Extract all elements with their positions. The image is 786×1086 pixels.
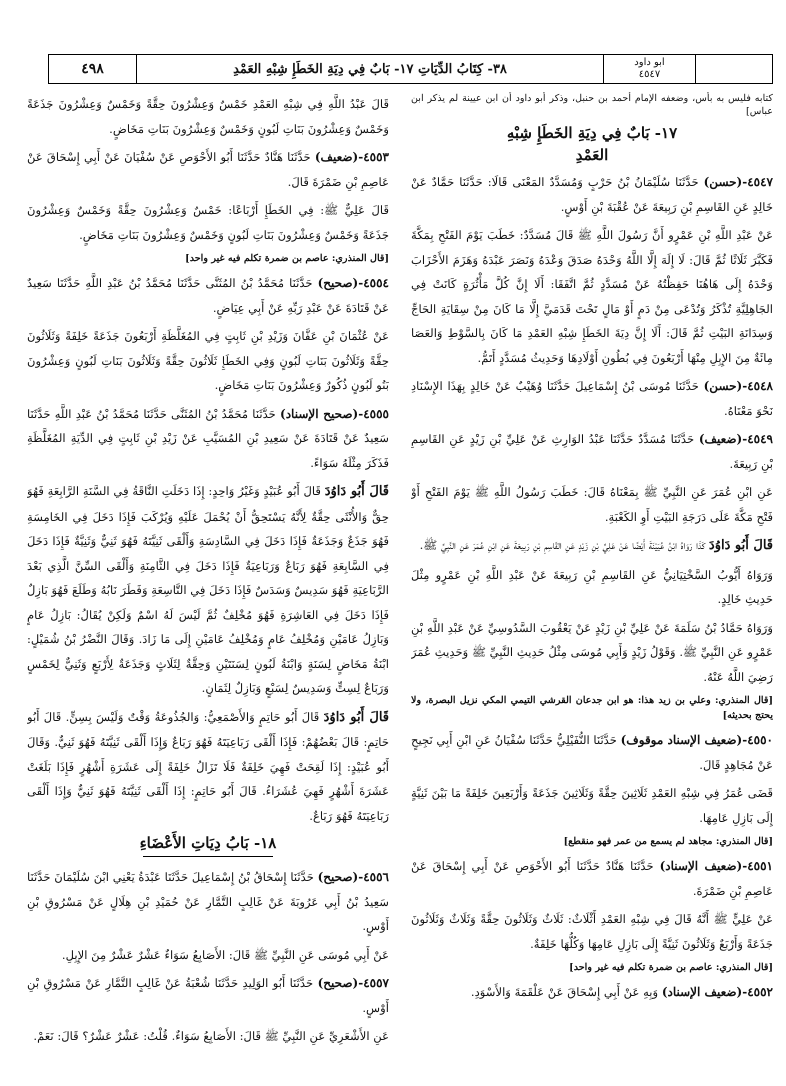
book-name: ابو داود (634, 57, 665, 68)
hadith-paragraph: قَالَ أَبُو دَاوُدَ قَالَ أَبُو عُبَيْدٍ وَغَيْرُ وَاحِدٍ: إِذَا دَخَلَتِ النَّاقَةُ فِي السَّنَةِ الرَّابِعَةِ فَهُوَ حِقٌّ وَالأُنْثَى حِقَّةٌ لِأَنَّهُ يَسْتَحِقُّ أَنْ يُحْمَلَ عَلَيْهِ وَيُرْكَبَ فَإِذَا دَخَلَ فِي الخَامِسَةِ فَهُوَ جَذَعٌ وَجَذَعَةٌ فَإِذَا دَخَلَ فِي السَّادِسَةِ وَأَلْقَى ثَنِيَّتَهُ فَهُوَ ثَنِيٌّ وَثَنِيَّةٌ فَإِذَا دَخَلَ فِي السَّابِعَةِ فَهُوَ رَبَاعٌ وَرَبَاعِيَةٌ فَإِذَا دَخَلَ فِي الثَّامِنَةِ وَأَلْقَى السِّنَّ الَّذِي بَعْدَ الرَّبَاعِيَةِ فَهُوَ سَدِيسٌ وَسَدَسٌ فَإِذَا دَخَلَ فِي التَّاسِعَةِ وَفَطَرَ نَابُهُ وَطَلَعَ فَهُوَ بَازِلٌ فَإِذَا دَخَلَ فِي العَاشِرَةِ فَهُوَ مُخْلِفٌ ثُمَّ لَيْسَ لَهُ اسْمٌ وَلَكِنْ يُقَالُ: بَازِلُ عَامٍ وَبَازِلُ عَامَيْنِ وَمُخْلِفُ عَامٍ وَمُخْلِفُ عَامَيْنِ إِلَى مَا زَادَ. وَقَالَ النَّضْرُ بْنُ شُمَيْلٍ: ابْنَةُ مَخَاضٍ لِسَنَةٍ وَابْنَةُ لَبُونٍ لِسَنَتَيْنِ وَحِقَّةٌ لِثَلَاثٍ وَجَذَعَةٌ لِأَرْبَعٍ وَثَنِيٌّ لِخَمْسٍ وَرَبَاعٌ لِسِتٍّ وَسَدِيسٌ لِسَبْعٍ وَبَازِلٌ لِثَمَانٍ. (27, 484, 389, 695)
hadith-paragraph: ٤٥٥٥-(صحيح الإسناد) حَدَّثَنَا مُحَمَّدُ بْنُ المُثَنَّى حَدَّثَنَا مُحَمَّدُ بْنُ عَبْدِ اللَّهِ حَدَّثَنَا سَعِيدٌ عَنْ قَتَادَةَ عَنْ سَعِيدِ بْنِ المُسَيَّبِ عَنْ زَيْدِ بْنِ ثَابِتٍ فِي الدِّيَةِ المُغَلَّظَةِ فَذَكَرَ مِثْلَهُ سَوَاءً. (27, 406, 389, 470)
commentary-note: [قال المنذري: وعلي بن زيد هذا: هو ابن جدعان القرشي التيمي المكي نزيل البصرة، ولا يحتج بحديثه] (411, 695, 773, 721)
book-marker (604, 55, 696, 83)
hadith-paragraph: عَنْ عُثْمَانَ بْنِ عَفَّانَ وَزَيْدِ بْنِ ثَابِتٍ فِي المُغَلَّظَةِ أَرْبَعُونَ جَذَعَةً خَلِفَةً وَثَلَاثُونَ حِقَّةً وَثَلَاثُونَ بَنَاتِ لَبُونٍ وَفِي الخَطَإِ ثَلَاثُونَ حِقَّةً وَثَلَاثُونَ بَنَاتِ لَبُونٍ وَعِشْرُونَ بَنُو لَبُونٍ ذُكُورٌ وَعِشْرُونَ بَنَاتِ مَخَاضٍ. (27, 329, 389, 392)
hadith-paragraph: ٤٥٥٠-(ضعيف الإسناد موقوف) حَدَّثَنَا النُّفَيْلِيُّ حَدَّثَنَا سُفْيَانُ عَنِ ابْنِ أَبِي نَجِيحٍ عَنْ مُجَاهِدٍ قَالَ. (411, 733, 773, 772)
hadith-paragraph: ٤٥٥٤-(صحيح) حَدَّثَنَا مُحَمَّدُ بْنُ المُثَنَّى حَدَّثَنَا مُحَمَّدُ بْنُ عَبْدِ اللَّهِ حَدَّثَنَا سَعِيدٌ عَنْ قَتَادَةَ عَنْ عَبْدِ رَبِّهِ عَنْ أَبِي عِيَاضٍ. (27, 276, 389, 315)
hadith-paragraph: قَالَ عَبْدُ اللَّهِ فِي شِبْهِ العَمْدِ خَمْسٌ وَعِشْرُونَ حِقَّةً وَخَمْسٌ وَعِشْرُونَ جَذَعَةً وَخَمْسٌ وَعِشْرُونَ بَنَاتِ لَبُونٍ وَخَمْسٌ وَعِشْرُونَ بَنَاتِ مَخَاضٍ. (27, 97, 389, 136)
left-column (27, 92, 389, 1077)
chapter-underline (143, 856, 273, 857)
hadith-paragraph: قَالَ أَبُو دَاوُدَ قَالَ أَبُو حَاتِمٍ وَالأَصْمَعِيُّ: وَالجُذُوعَةُ وَقْتٌ وَلَيْسَ بِسِنٍّ. قَالَ أَبُو حَاتِمٍ: قَالَ بَعْضُهُمْ: فَإِذَا أَلْقَى رَبَاعِيَتَهُ فَهُوَ رَبَاعٌ وَإِذَا أَلْقَى ثَنِيَّتَهُ فَهُوَ ثَنِيٌّ. وَقَالَ أَبُو عُبَيْدٍ: إِذَا لَقِحَتْ فَهِيَ خَلِفَةٌ فَلَا تَزَالُ خَلِفَةً إِلَى عَشَرَةِ أَشْهُرٍ فَإِذَا بَلَغَتْ عَشَرَةَ أَشْهُرٍ فَهِيَ عُشَرَاءُ. قَالَ أَبُو حَاتِمٍ: إِذَا أَلْقَى ثَنِيَّتَهُ فَهُوَ ثَنِيٌّ وَإِذَا أَلْقَى رَبَاعِيَتَهُ فَهُوَ رَبَاعٌ. (27, 709, 389, 823)
page-header (48, 54, 773, 84)
page-number: ٤٩٨ (49, 55, 137, 83)
hadith-paragraph: قَضَى عُمَرُ فِي شِبْهِ العَمْدِ ثَلَاثِينَ حِقَّةً وَثَلَاثِينَ جَذَعَةً وَأَرْبَعِينَ خَلِفَةً مَا بَيْنَ ثَنِيَّةٍ إِلَى بَازِلِ عَامِهَا. (411, 786, 773, 825)
chapter-title: ١٨- بَابُ دِيَاتِ الأَعْضَاءِ (139, 834, 277, 852)
hadith-paragraph: ٤٥٤٩-(ضعيف) حَدَّثَنَا مُسَدَّدٌ حَدَّثَنَا عَبْدُ الوَارِثِ عَنْ عَلِيِّ بْنِ زَيْدٍ عَنِ القَاسِمِ بْنِ رَبِيعَةَ. (411, 432, 773, 471)
hadith-paragraph: ٤٥٤٨-(حسن) حَدَّثَنَا مُوسَى بْنُ إِسْمَاعِيلَ حَدَّثَنَا وُهَيْبٌ عَنْ خَالِدٍ بِهَذَا الإِسْنَادِ نَحْوَ مَعْنَاهُ. (411, 379, 773, 418)
hadith-paragraph: ٤٥٤٧-(حسن) حَدَّثَنَا سُلَيْمَانُ بْنُ حَرْبٍ وَمُسَدَّدٌ المَعْنَى قَالَا: حَدَّثَنَا حَمَّادٌ عَنْ خَالِدٍ عَنِ القَاسِمِ بْنِ رَبِيعَةَ عَنْ عُقْبَةَ بْنِ أَوْسٍ. (411, 175, 773, 214)
hadith-paragraph: عَنْ عَبْدِ اللَّهِ بْنِ عَمْرٍو أَنَّ رَسُولَ اللَّهِ ﷺ قَالَ مُسَدَّدٌ: خَطَبَ يَوْمَ الفَتْحِ بِمَكَّةَ فَكَبَّرَ ثَلَاثًا ثُمَّ قَالَ: لَا إِلَهَ إِلَّا اللَّهُ وَحْدَهُ صَدَقَ وَعْدَهُ وَنَصَرَ عَبْدَهُ وَهَزَمَ الأَحْزَابَ وَحْدَهُ إِلَى هَاهُنَا حَفِظْتُهُ عَنْ مُسَدَّدٍ ثُمَّ اتَّفَقَا: أَلَا إِنَّ كُلَّ مَأْثُرَةٍ كَانَتْ فِي الجَاهِلِيَّةِ تُذْكَرُ وَتُدْعَى مِنْ دَمٍ أَوْ مَالٍ تَحْتَ قَدَمَيَّ إِلَّا مَا كَانَ مِنْ سِقَايَةِ الحَاجِّ وَسِدَانَةِ البَيْتِ ثُمَّ قَالَ: أَلَا إِنَّ دِيَةَ الخَطَإِ شِبْهِ العَمْدِ مَا كَانَ بِالسَّوْطِ وَالعَصَا مِائَةٌ مِنَ الإِبِلِ مِنْهَا أَرْبَعُونَ فِي بُطُونِ أَوْلَادِهَا وَحَدِيثُ مُسَدَّدٍ أَتَمُّ. (411, 228, 773, 365)
running-title: ٣٨- كِتَابُ الدِّيَاتِ ١٧- بَابٌ فِي دِيَةِ الخَطَإِ شِبْهِ العَمْدِ (137, 55, 604, 83)
hadith-paragraph: وَرَوَاهُ أَيُّوبُ السَّخْتِيَانِيُّ عَنِ القَاسِمِ بْنِ رَبِيعَةَ عَنْ عَبْدِ اللَّهِ بْنِ عَمْرٍو مِثْلَ حَدِيثِ خَالِدٍ. (411, 567, 773, 606)
commentary-note: [قال المنذري: عاصم بن ضمرة تكلم فيه غير واحد] (185, 253, 389, 264)
hadith-paragraph: ٤٥٥٧-(صحيح) حَدَّثَنَا أَبُو الوَلِيدِ حَدَّثَنَا شُعْبَةُ عَنْ غَالِبٍ التَّمَّارِ عَنْ مَسْرُوقِ بْنِ أَوْسٍ. (27, 976, 389, 1015)
commentary-note: [قال المنذري: عاصم بن ضمرة تكلم فيه غير واحد] (569, 962, 773, 973)
hadith-paragraph: قَالَ عَلِيٌّ ﷺ: فِي الخَطَإِ أَرْبَاعًا: خَمْسٌ وَعِشْرُونَ حِقَّةً وَخَمْسٌ وَعِشْرُونَ جَذَعَةً وَخَمْسٌ وَعِشْرُونَ بَنَاتِ لَبُونٍ وَخَمْسٌ وَعِشْرُونَ بَنَاتِ مَخَاضٍ. (27, 203, 389, 242)
hadith-paragraph: قَالَ أَبُو دَاوُدَ كَذَا رَوَاهُ ابْنُ عُيَيْنَةَ أَيْضًا عَنْ عَلِيِّ بْنِ زَيْدٍ عَنِ القَاسِمِ بْنِ رَبِيعَةَ عَنِ ابْنِ عُمَرَ عَنِ النَّبِيِّ ﷺ. (419, 538, 773, 553)
intro-note: كتابه فليس به بأس، وضعفه الإمام أحمد بن حنبل، وذكر أبو داود أن ابن عيينة لم يذكر ابن عباس] (411, 93, 773, 117)
hadith-paragraph: ٤٥٥٢-(ضعيف الإسناد) وَبِهِ عَنْ أَبِي إِسْحَاقَ عَنْ عَلْقَمَةَ وَالأَسْوَدِ. (470, 985, 773, 999)
hadith-paragraph: وَرَوَاهُ حَمَّادُ بْنُ سَلَمَةَ عَنْ عَلِيِّ بْنِ زَيْدٍ عَنْ يَعْقُوبَ السَّدُوسِيِّ عَنْ عَبْدِ اللَّهِ بْنِ عَمْرٍو عَنِ النَّبِيِّ ﷺ. وَقَوْلُ زَيْدٍ وَأَبِي مُوسَى مِثْلُ حَدِيثِ النَّبِيِّ ﷺ وَحَدِيثِ عُمَرَ رَضِيَ اللَّهُ عَنْهُ. (411, 620, 773, 684)
commentary-note: [قال المنذري: مجاهد لم يسمع من عمر فهو منقطع] (563, 836, 773, 847)
hadith-paragraph: عَنِ ابْنِ عُمَرَ عَنِ النَّبِيِّ ﷺ بِمَعْنَاهُ قَالَ: خَطَبَ رَسُولُ اللَّهِ ﷺ يَوْمَ الفَتْحِ أَوْ فَتْحِ مَكَّةَ عَلَى دَرَجَةِ البَيْتِ أَوِ الكَعْبَةِ. (411, 485, 773, 524)
hadith-paragraph: ٤٥٥١-(ضعيف الإسناد) حَدَّثَنَا هَنَّادٌ حَدَّثَنَا أَبُو الأَحْوَصِ عَنْ أَبِي إِسْحَاقَ عَنْ عَاصِمِ بْنِ ضَمْرَةَ. (411, 859, 773, 898)
hadith-paragraph: عَنِ الأَشْعَرِيِّ عَنِ النَّبِيِّ ﷺ قَالَ: الأَصَابِعُ سَوَاءٌ. قُلْتُ: عَشْرٌ عَشْرٌ؟ قَالَ: نَعَمْ. (33, 1029, 389, 1043)
hadith-marker-number: ٤٥٤٧ (638, 69, 661, 80)
chapter-title-cont: العَمْدِ (575, 146, 609, 164)
hadith-paragraph: عَنْ أَبِي مُوسَى عَنِ النَّبِيِّ ﷺ قَالَ: الأَصَابِعُ سَوَاءٌ عَشْرٌ عَشْرٌ مِنَ الإِبِلِ. (61, 947, 389, 962)
hadith-paragraph: ٤٥٥٦-(صحيح) حَدَّثَنَا إِسْحَاقُ بْنُ إِسْمَاعِيلَ حَدَّثَنَا عَبْدَةُ يَعْنِي ابْنَ سُلَيْمَانَ حَدَّثَنَا سَعِيدُ بْنُ أَبِي عَرُوبَةَ عَنْ غَالِبٍ التَّمَّارِ عَنْ حُمَيْدِ بْنِ هِلَالٍ عَنْ مَسْرُوقِ بْنِ أَوْسٍ. (27, 870, 389, 933)
chapter-title: ١٧- بَابٌ فِي دِيَةِ الخَطَإِ شِبْهِ (506, 124, 678, 142)
header-empty-cell (696, 55, 772, 83)
hadith-paragraph: عَنْ عَلِيٍّ ﷺ أَنَّهُ قَالَ فِي شِبْهِ العَمْدِ أَثْلَاثٌ: ثَلَاثٌ وَثَلَاثُونَ حِقَّةً وَثَلَاثٌ وَثَلَاثُونَ جَذَعَةً وَأَرْبَعٌ وَثَلَاثُونَ ثَنِيَّةً إِلَى بَازِلِ عَامِهَا وَكُلُّهَا خَلِفَةٌ. (411, 912, 773, 951)
right-column (411, 92, 773, 1077)
hadith-paragraph: ٤٥٥٣-(ضعيف) حَدَّثَنَا هَنَّادٌ حَدَّثَنَا أَبُو الأَحْوَصِ عَنْ سُفْيَانَ عَنْ أَبِي إِسْحَاقَ عَنْ عَاصِمِ بْنِ ضَمْرَةَ قَالَ. (27, 150, 389, 189)
